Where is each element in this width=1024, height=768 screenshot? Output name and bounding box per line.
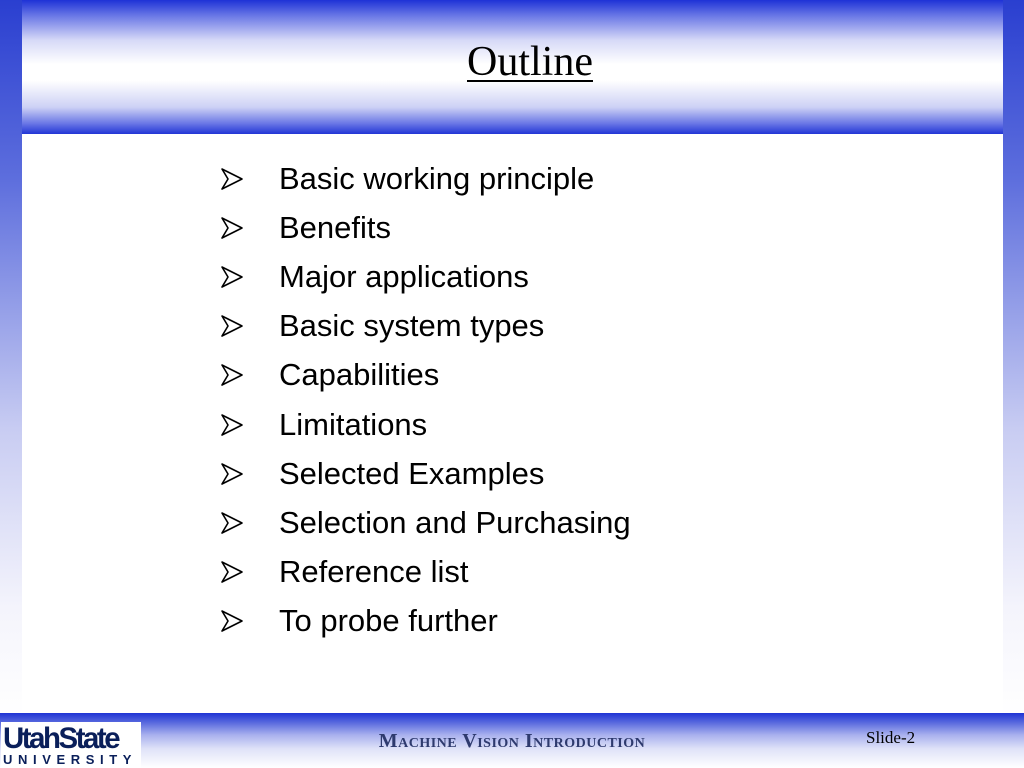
arrowhead-bullet-icon bbox=[219, 510, 279, 536]
list-item bbox=[219, 449, 631, 498]
list-item-label: Major applications bbox=[279, 258, 529, 294]
arrowhead-bullet-icon bbox=[219, 166, 279, 192]
footer-title: Machine Vision Introduction bbox=[378, 730, 646, 752]
slide-number: Slide-2 bbox=[866, 728, 916, 747]
list-item-label: Basic system types bbox=[279, 308, 545, 344]
outline-list bbox=[219, 154, 631, 646]
logo-subtitle: UNIVERSITY bbox=[3, 752, 138, 767]
left-gradient-bar bbox=[0, 0, 22, 715]
list-item-label: Limitations bbox=[279, 406, 428, 442]
list-item bbox=[219, 252, 631, 301]
list-item bbox=[219, 597, 631, 646]
arrowhead-bullet-icon bbox=[219, 412, 279, 438]
arrowhead-bullet-icon bbox=[219, 559, 279, 585]
list-item bbox=[219, 203, 631, 252]
list-item-label: Capabilities bbox=[279, 357, 440, 393]
list-item-label: Selected Examples bbox=[279, 455, 545, 491]
list-item-label: To probe further bbox=[279, 603, 498, 639]
list-item-label: Benefits bbox=[279, 209, 392, 245]
arrowhead-bullet-icon bbox=[219, 362, 279, 388]
list-item bbox=[219, 498, 631, 547]
list-item bbox=[219, 548, 631, 597]
arrowhead-bullet-icon bbox=[219, 461, 279, 487]
arrowhead-bullet-icon bbox=[219, 264, 279, 290]
list-item bbox=[219, 154, 631, 203]
list-item bbox=[219, 351, 631, 400]
list-item bbox=[219, 302, 631, 351]
list-item-label: Reference list bbox=[279, 554, 469, 590]
list-item-label: Basic working principle bbox=[279, 160, 595, 196]
arrowhead-bullet-icon bbox=[219, 313, 279, 339]
list-item-label: Selection and Purchasing bbox=[279, 504, 631, 540]
right-gradient-bar bbox=[1003, 0, 1024, 715]
slide-title: Outline bbox=[467, 39, 593, 85]
arrowhead-bullet-icon bbox=[219, 608, 279, 634]
list-item bbox=[219, 400, 631, 449]
university-logo bbox=[1, 722, 141, 768]
logo-wordmark: UtahState bbox=[3, 722, 119, 755]
arrowhead-bullet-icon bbox=[219, 215, 279, 241]
